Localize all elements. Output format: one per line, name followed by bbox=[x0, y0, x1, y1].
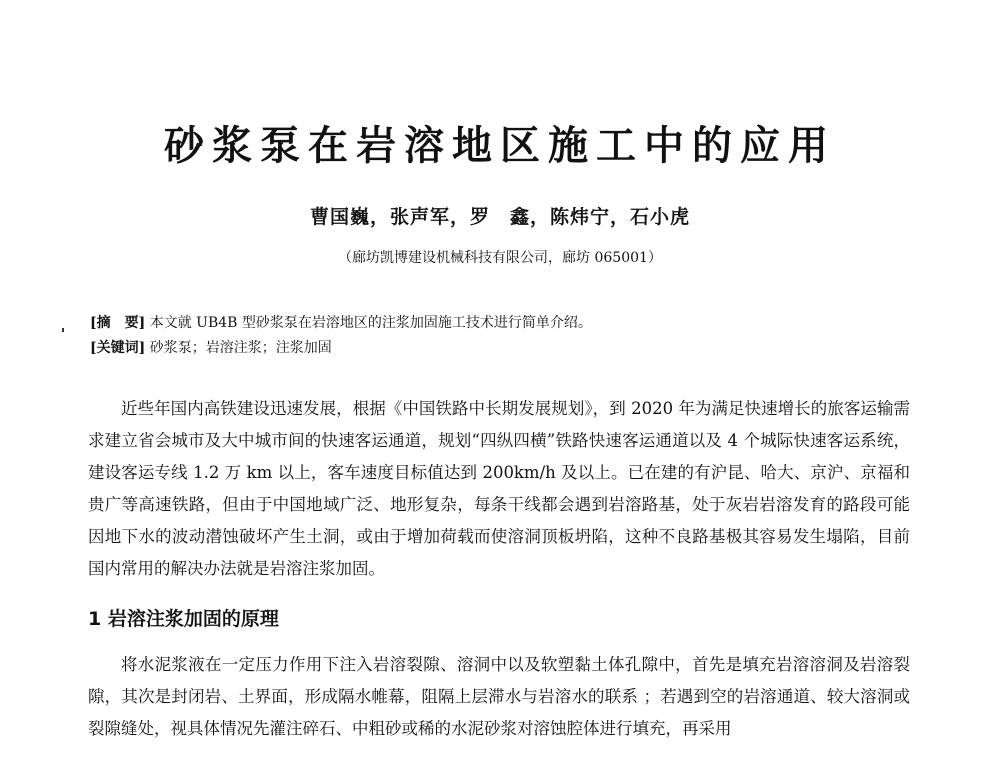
section-heading: 1 岩溶注浆加固的原理 bbox=[88, 608, 279, 630]
paper-title: 砂浆泵在岩溶地区施工中的应用 bbox=[164, 123, 836, 169]
section-paragraph: 将水泥浆液在一定压力作用下注入岩溶裂隙、溶洞中以及软塑黏土体孔隙中，首先是填充岩溶溶洞及岩溶裂隙，其次是封闭岩、土界面，形成隔水帷幕，阻隔上层滞水与岩溶水的联系 ；若遇到空的岩溶通道、较大溶洞或裂隙缝处，视具体情况先灌注碎石、中粗砂或稀的水泥砂浆对溶蚀腔体进行填充，再采用 bbox=[88, 655, 910, 738]
abstract-tag: [摘 要] bbox=[90, 315, 146, 331]
abstract-text: 本文就 UB4B 型砂浆泵在岩溶地区的注浆加固施工技术进行简单介绍。 bbox=[145, 315, 592, 331]
keywords bbox=[90, 338, 332, 358]
keywords-text: 砂浆泵；岩溶注浆；注浆加固 bbox=[145, 340, 332, 356]
author-list: 曹国巍，张声军，罗 鑫，陈炜宁，石小虎 bbox=[309, 206, 690, 228]
keywords-tag: [关键词] bbox=[90, 340, 146, 356]
abstract bbox=[90, 313, 592, 333]
affiliation: （廊坊凯博建设机械科技有限公司，廊坊 065001） bbox=[338, 250, 662, 266]
intro-paragraph: 近些年国内高铁建设迅速发展，根据《中国铁路中长期发展规划》，到 2020 年为满足快速增长的旅客运输需求建立省会城市及大中城市间的快速客运通道，规划“四纵四横”铁路快速客运通道以及 4 个城际快速客运系统，建设客运专线 1.2 万 km 以上，客车速度目标值达到 200km/h 及以上。已在建的有沪昆、哈大、京沪、京福和贵广等高速铁路，但由于中国地域广泛、地形复杂，每条干线都会遇到岩溶路基，处于灰岩岩溶发育的路段可能因地下水的波动潜蚀破坏产生土洞，或由于增加荷载而使溶洞顶板坍陷，这种不良路基极其容易发生塌陷，目前国内常用的解决办法就是岩溶注浆加固。 bbox=[88, 399, 910, 578]
margin-mark bbox=[62, 328, 64, 332]
